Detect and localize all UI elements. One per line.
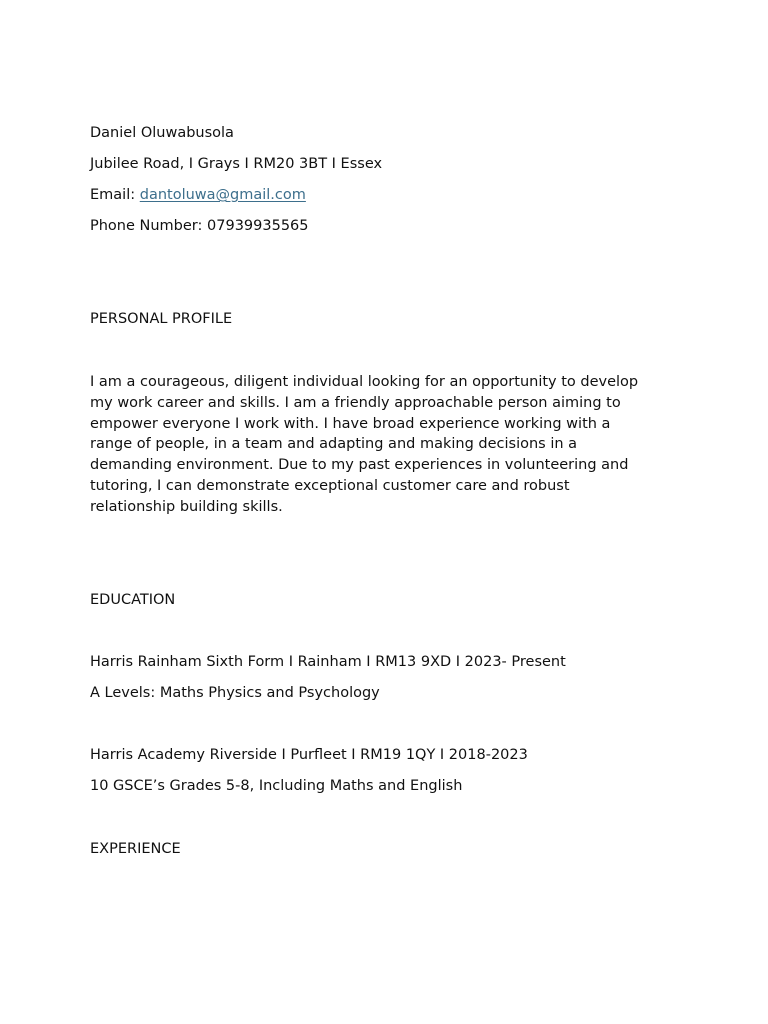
personal-profile-text — [90, 372, 670, 518]
profile-line: empower everyone I work with. I have broad experience working with a — [90, 415, 611, 432]
address-line: Jubilee Road, I Grays I RM20 3BT I Essex — [90, 156, 383, 172]
education-entry-detail: 10 GSCE’s Grades 5-8, Including Maths and English — [90, 778, 463, 794]
profile-line: range of people, in a team and adapting and making decisions in a — [90, 436, 578, 453]
profile-line: demanding environment. Due to my past experiences in volunteering and — [90, 457, 629, 474]
personal-profile-heading: PERSONAL PROFILE — [90, 311, 233, 327]
email-line — [90, 185, 306, 205]
phone-line: Phone Number: 07939935565 — [90, 218, 309, 234]
education-heading: EDUCATION — [90, 592, 176, 608]
email-link[interactable]: dantoluwa@gmail.com — [139, 187, 306, 203]
experience-heading: EXPERIENCE — [90, 841, 181, 857]
education-entry-school: Harris Academy Riverside I Purfleet I RM19 1QY I 2018-2023 — [90, 747, 528, 763]
education-entry-detail: A Levels: Maths Physics and Psychology — [90, 685, 380, 701]
profile-line: I am a courageous, diligent individual looking for an opportunity to develop — [90, 374, 639, 390]
profile-line: relationship building skills. — [90, 498, 283, 515]
email-label: Email: — [90, 187, 140, 203]
profile-line: my work career and skills. I am a friendly approachable person aiming to — [90, 394, 621, 411]
profile-line: tutoring, I can demonstrate exceptional customer care and robust — [90, 477, 570, 494]
applicant-name: Daniel Oluwabusola — [90, 125, 234, 141]
education-entry-school: Harris Rainham Sixth Form I Rainham I RM13 9XD I 2023- Present — [90, 654, 566, 670]
